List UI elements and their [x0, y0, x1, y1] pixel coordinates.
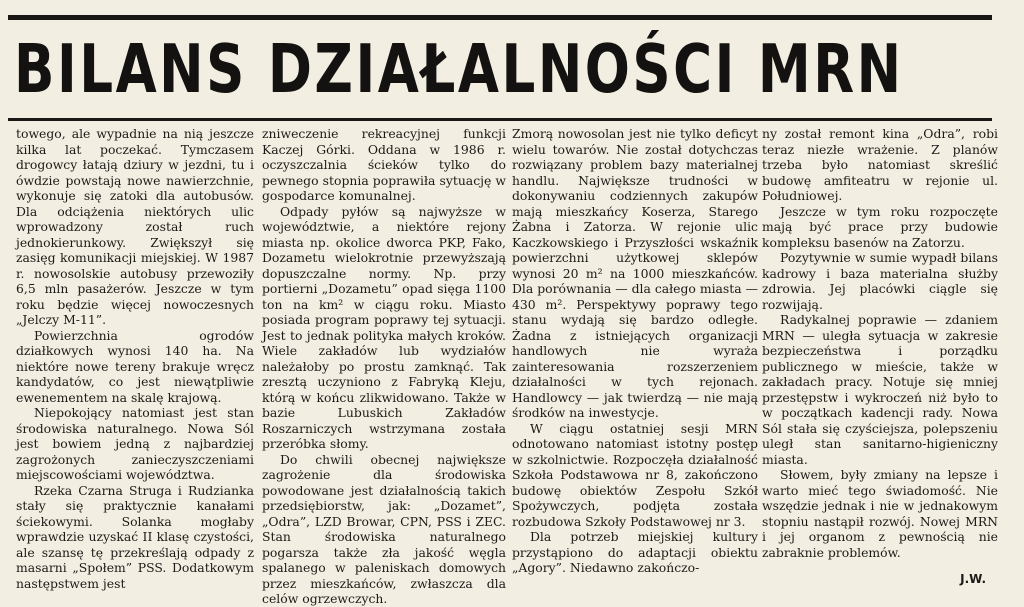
article-column-2	[262, 126, 506, 606]
author-signature: J.W.	[960, 572, 986, 586]
paragraph: zniweczenie rekreacyjnej funkcji Kaczej Górki. Oddana w 1986 r. oczyszczalnia ścieków tylko do pewnego stopnia poprawiła sytuację w gospodarce komunalnej.	[262, 126, 506, 203]
paragraph: towego, ale wypadnie na nią jeszcze kilka lat poczekać. Tymczasem drogowcy łatają dziury w jezdni, tu i ówdzie powstają nowe nawierzchnie, wykonuje się zatoki dla autobusów. Dla odciążenia niektórych ulic wprowadzony został ruch jednokierunkowy. Zwiększył się zasięg komunikacji miejskiej. W 1987 r. nowosolskie autobusy przewoziły 6,5 mln pasażerów. Jeszcze w tym roku będzie więcej nowoczesnych „Jelczy M-11”.	[16, 126, 254, 327]
paragraph: Słowem, były zmiany na lepsze i warto mieć tego świadomość. Nie wszędzie jednak i nie w jednakowym stopniu nastąpił rozwój. Nowej MRN i jej organom z pewnością nie zabraknie problemów.	[762, 467, 998, 560]
paragraph: Rzeka Czarna Struga i Rudzianka stały się praktycznie kanałami ściekowymi. Solanka mogłaby wprawdzie uzyskać II klasę czystości, ale szansę tę przekreślają odpady z masarni „Społem” PSS. Dodatkowym następstwem jest	[16, 482, 254, 591]
article-column-3	[512, 126, 758, 596]
paragraph: Zmorą nowosolan jest nie tylko deficyt wielu towarów. Nie został dotychczas rozwiązany problem bazy materialnej handlu. Największe trudności w dokonywaniu codziennych zakupów mają mieszkańcy Koserza, Starego Żabna i Zatorza. W rejonie ulic Kaczkowskiego i Przyszłości wskaźnik powierzchni użytkowej sklepów wynosi 20 m² na 1000 mieszkańców. Dla porównania — dla całego miasta — 430 m². Perspektywy poprawy tego stanu wydają się bardzo odległe. Żadna z istniejących organizacji handlowych nie wyraża zainteresowania rozszerzeniem działalności w tych rejonach. Handlowcy — jak twierdzą — nie mają środków na inwestycje.	[512, 126, 758, 420]
paragraph: Radykalnej poprawie — zdaniem MRN — uległa sytuacja w zakresie bezpieczeństwa i porządku publicznego w mieście, także w zakładach pracy. Notuje się mniej przestępstw i wykroczeń niż było to w początkach kadencji rady. Nowa Sól stała się czyściejsza, polepszeniu uległ stan sanitarno-higieniczny miasta.	[762, 312, 998, 467]
top-rule	[8, 15, 992, 20]
paragraph: Niepokojący natomiast jest stan środowiska naturalnego. Nowa Sól jest bowiem jedną z najbardziej zagrożonych zanieczyszczeniami miejscowościami województwa.	[16, 405, 254, 482]
paragraph: Jeszcze w tym roku rozpoczęte mają być prace przy budowie kompleksu basenów na Zatorzu.	[762, 203, 998, 250]
paragraph: Odpady pyłów są najwyższe w województwie, a niektóre rejony miasta np. okolice dworca PKP, Fako, Dozametu wielokrotnie przewyższają dopuszczalne normy. Np. przy portierni „Dozametu” opad sięga 1100 ton na km² w ciągu roku. Miasto posiada program poprawy tej sytuacji. Jest to jednak polityka małych kroków. Wiele zakładów lub wydziałów należałoby po prostu zamknąć. Tak zresztą uczyniono z Fabryką Kleju, którą w końcu zlikwidowano. Także w bazie Lubuskich Zakładów Roszarniczych wstrzymana została przeróbka słomy.	[262, 203, 506, 451]
paragraph: W ciągu ostatniej sesji MRN odnotowano natomiast istotny postęp w szkolnictwie. Rozpoczęła działalność Szkoła Podstawowa nr 8, zakończono budowę obiektów Zespołu Szkół Spożywczych, podjęta została rozbudowa Szkoły Podstawowej nr 3.	[512, 420, 758, 529]
paragraph: ny został remont kina „Odra”, robi teraz niezłe wrażenie. Z planów trzeba było natomiast skreślić budowę amfiteatru w rejonie ul. Południowej.	[762, 126, 998, 203]
paragraph: Powierzchnia ogrodów działkowych wynosi 140 ha. Na niektóre nowe tereny brakuje wręcz kandydatów, co jest niewątpliwie ewenementem na skalę krajową.	[16, 327, 254, 405]
paragraph: Dla potrzeb miejskiej kultury przystąpiono do adaptacji obiektu „Agory”. Niedawno zakończo-	[512, 529, 758, 575]
article-column-1	[16, 126, 254, 596]
article-column-4	[762, 126, 998, 596]
headline: BILANS DZIAŁALNOŚCI MRN	[14, 31, 904, 109]
headline-rule	[8, 118, 992, 121]
paragraph: Do chwili obecnej największe zagrożenie dla środowiska powodowane jest działalnością takich przedsiębiorstw, jak: „Dozamet”, „Odra”, LZD Browar, CPN, PSS i ZEC. Stan środowiska naturalnego pogarsza także zła jakość węgla spalanego w paleniskach domowych przez mieszkańców, zwłaszcza dla celów ogrzewczych.	[262, 451, 506, 606]
paragraph: Pozytywnie w sumie wypadł bilans kadrowy i baza materialna służby zdrowia. Jej placówki ciągle się rozwijają.	[762, 250, 998, 312]
